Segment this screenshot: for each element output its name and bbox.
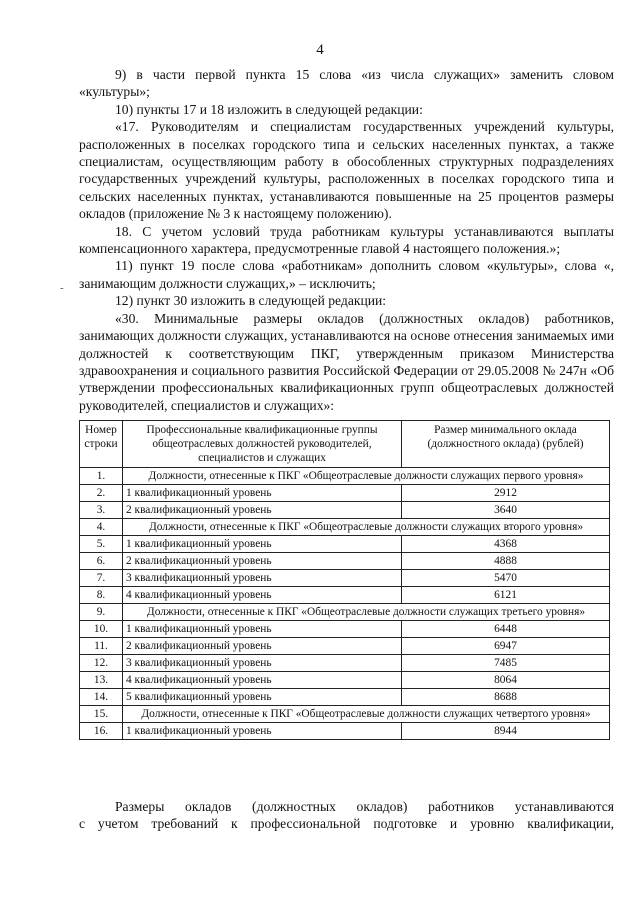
row-number: 15. xyxy=(80,706,123,723)
paragraph-clause-17: «17. Руководителям и специалистам государственных учреждений культуры, расположенных в поселках городского типа и сельских населенных пунктах, а также специалистам, осуществляющим работу в обособленных структурных подразделениях государственных учреждений культуры, расположенных в поселках городского типа и сельских населенных пунктах, устанавливаются повышенные на 25 процентов размеры окладов (приложение № 3 к настоящему положению). xyxy=(79,119,614,222)
qualification-level: 1 квалификационный уровень xyxy=(123,621,402,638)
document-body xyxy=(79,66,614,414)
row-number: 16. xyxy=(80,723,123,740)
table-row xyxy=(80,553,610,570)
table-row xyxy=(80,485,610,502)
group-title: Должности, отнесенные к ПКГ «Общеотраслевые должности служащих второго уровня» xyxy=(123,519,610,536)
table-group-row xyxy=(80,706,610,723)
header-minimum-salary: Размер минимального оклада (должностного оклада) (рублей) xyxy=(402,421,610,468)
paragraph-item-10: 10) пункты 17 и 18 изложить в следующей редакции: xyxy=(115,101,423,117)
row-number: 3. xyxy=(80,502,123,519)
salary-value: 4368 xyxy=(402,536,610,553)
qualification-level: 1 квалификационный уровень xyxy=(123,485,402,502)
salary-value: 6121 xyxy=(402,587,610,604)
salary-value: 5470 xyxy=(402,570,610,587)
closing-text xyxy=(79,798,614,833)
row-number: 11. xyxy=(80,638,123,655)
qualification-level: 1 квалификационный уровень xyxy=(123,723,402,740)
table-group-row xyxy=(80,604,610,621)
table-row xyxy=(80,689,610,706)
salary-value: 6947 xyxy=(402,638,610,655)
closing-line-2: с учетом требований к профессиональной подготовке и уровню квалификации, xyxy=(79,816,614,832)
paragraph-clause-30: «30. Минимальные размеры окладов (должностных окладов) работников, занимающих должности служащих, устанавливаются на основе отнесения занимаемых ими должностей к соответствующим ПКГ, утвержденным приказом Министерства здравоохранения и социального развития Российской Федерации от 29.05.2008 № 247н «Об утверждении профессиональных квалификационных групп общеотраслевых должностей руководителей, специалистов и служащих»: xyxy=(79,310,614,413)
salary-value: 3640 xyxy=(402,502,610,519)
page-number: 4 xyxy=(316,42,324,58)
group-title: Должности, отнесенные к ПКГ «Общеотраслевые должности служащих первого уровня» xyxy=(123,468,610,485)
table-group-row xyxy=(80,519,610,536)
table-row xyxy=(80,655,610,672)
row-number: 13. xyxy=(80,672,123,689)
salary-value: 8944 xyxy=(402,723,610,740)
salary-value: 7485 xyxy=(402,655,610,672)
paragraph-item-12: 12) пункт 30 изложить в следующей редакции: xyxy=(115,293,387,309)
salary-table xyxy=(79,420,610,740)
table-row xyxy=(80,536,610,553)
table-group-row xyxy=(80,468,610,485)
row-number: 1. xyxy=(80,468,123,485)
qualification-level: 3 квалификационный уровень xyxy=(123,655,402,672)
paragraph-clause-18: 18. С учетом условий труда работникам культуры устанавливаются выплаты компенсационного характера, предусмотренные главой 4 настоящего положения.»; xyxy=(79,223,614,257)
table-row xyxy=(80,570,610,587)
group-title: Должности, отнесенные к ПКГ «Общеотраслевые должности служащих четвертого уровня» xyxy=(123,706,610,723)
table-row xyxy=(80,723,610,740)
row-number: 9. xyxy=(80,604,123,621)
header-row-number: Номер строки xyxy=(80,421,123,468)
salary-value: 8064 xyxy=(402,672,610,689)
table-body xyxy=(80,468,610,740)
salary-value: 4888 xyxy=(402,553,610,570)
qualification-level: 5 квалификационный уровень xyxy=(123,689,402,706)
qualification-level: 3 квалификационный уровень xyxy=(123,570,402,587)
qualification-level: 4 квалификационный уровень xyxy=(123,672,402,689)
salary-value: 6448 xyxy=(402,621,610,638)
closing-line-1: Размеры окладов (должностных окладов) работников устанавливаются xyxy=(115,799,614,814)
row-number: 8. xyxy=(80,587,123,604)
margin-mark: - xyxy=(60,282,64,294)
table-row xyxy=(80,672,610,689)
row-number: 14. xyxy=(80,689,123,706)
row-number: 5. xyxy=(80,536,123,553)
group-title: Должности, отнесенные к ПКГ «Общеотраслевые должности служащих третьего уровня» xyxy=(123,604,610,621)
table-header-row xyxy=(80,421,610,468)
salary-value: 2912 xyxy=(402,485,610,502)
table-row xyxy=(80,621,610,638)
row-number: 6. xyxy=(80,553,123,570)
qualification-level: 2 квалификационный уровень xyxy=(123,638,402,655)
header-qualification-group: Профессиональные квалификационные группы общеотраслевых должностей руководителей, специалистов и служащих xyxy=(123,421,402,468)
salary-value: 8688 xyxy=(402,689,610,706)
qualification-level: 2 квалификационный уровень xyxy=(123,553,402,570)
table-row xyxy=(80,587,610,604)
row-number: 12. xyxy=(80,655,123,672)
table-row xyxy=(80,638,610,655)
row-number: 4. xyxy=(80,519,123,536)
row-number: 2. xyxy=(80,485,123,502)
table-row xyxy=(80,502,610,519)
row-number: 7. xyxy=(80,570,123,587)
paragraph-item-9: 9) в части первой пункта 15 слова «из числа служащих» заменить словом «культуры»; xyxy=(79,67,614,100)
qualification-level: 2 квалификационный уровень xyxy=(123,502,402,519)
paragraph-item-11: 11) пункт 19 после слова «работникам» дополнить словом «культуры», слова «, занимающим должности служащих,» – исключить; xyxy=(79,258,614,291)
qualification-level: 1 квалификационный уровень xyxy=(123,536,402,553)
qualification-level: 4 квалификационный уровень xyxy=(123,587,402,604)
row-number: 10. xyxy=(80,621,123,638)
